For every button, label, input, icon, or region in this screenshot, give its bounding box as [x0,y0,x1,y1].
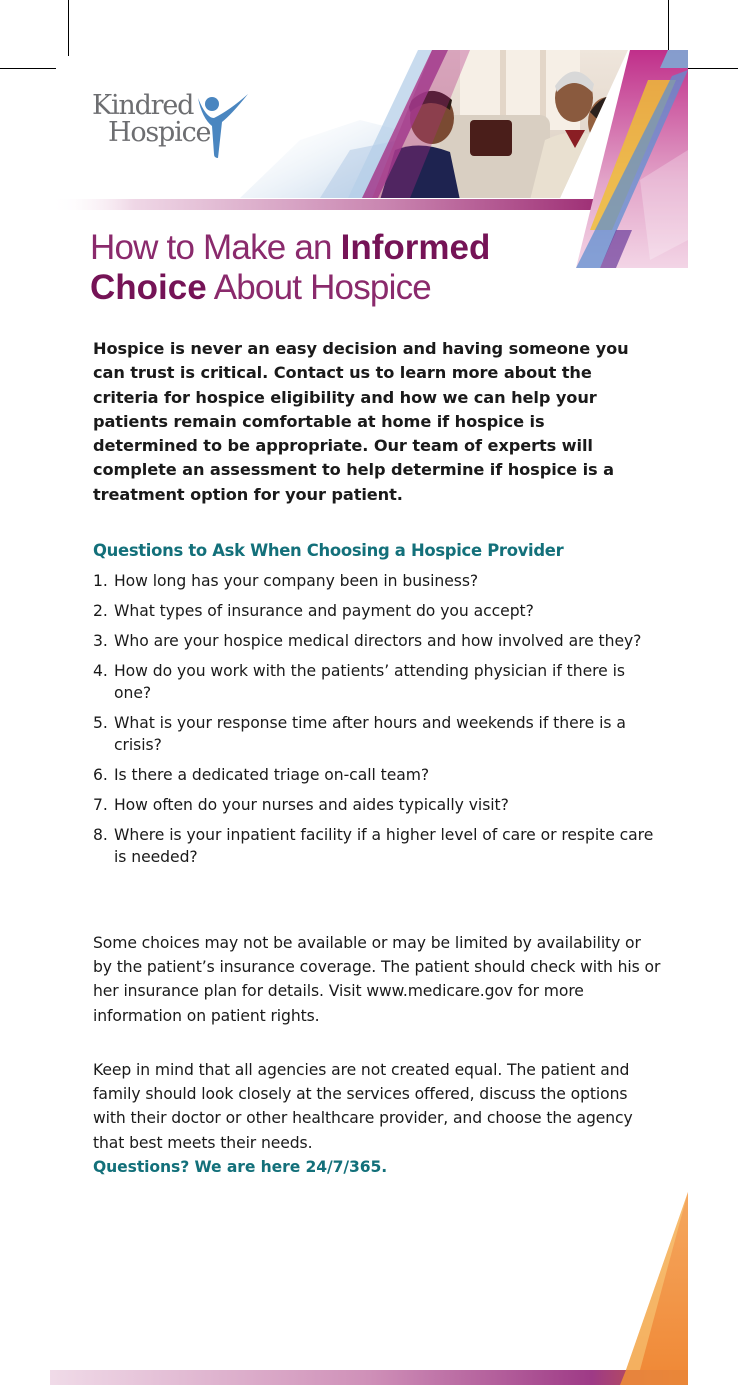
question-text: What types of insurance and payment do you accept? [114,602,534,620]
kindred-hospice-logo [92,92,252,164]
question-number: 7. [93,796,108,814]
insurance-paragraph: Some choices may not be available or may be limited by availability or by the patient’s insurance coverage. The patient should check with his or her insurance plan for details. Visit www.medicare.gov for more information on patient rights. [93,934,661,1025]
question-text: What is your response time after hours and weekends if there is a crisis? [114,714,626,754]
title-part-4: About Hospice [206,268,431,307]
question-item [93,764,663,786]
question-item [93,794,663,816]
title-part-2: Informed [340,228,491,267]
header-gradient-bar [50,199,610,210]
questions-list [93,570,663,876]
question-number: 6. [93,766,108,784]
intro-paragraph: Hospice is never an easy decision and having someone you can trust is critical. Contact us to learn more about the criteria for hospice eligibility and how we can help your patients remain comfortable at home if hospice is determined to be appropriate. Our team of experts will complete an assessment to help determine if hospice is a treatment option for your patient. [93,339,629,504]
question-text: Who are your hospice medical directors and how involved are they? [114,632,642,650]
question-number: 5. [93,714,108,732]
title-part-3: Choice [90,268,207,307]
logo-line-2: Hospice [108,117,211,148]
footer-gradient-bar [50,1370,688,1385]
question-number: 1. [93,572,108,590]
questions-heading: Questions to Ask When Choosing a Hospice Provider [93,541,564,560]
question-number: 8. [93,826,108,844]
raised-arms-figure-icon [192,92,252,162]
question-item [93,660,663,704]
question-text: How do you work with the patients’ attending physician if there is one? [114,662,625,702]
footer-banner [0,1180,738,1385]
question-text: How often do your nurses and aides typically visit? [114,796,509,814]
page-title [90,228,490,308]
question-item [93,600,663,622]
question-item [93,712,663,756]
question-item [93,824,663,868]
question-number: 3. [93,632,108,650]
question-text: How long has your company been in business? [114,572,479,590]
contact-callout: Questions? We are here 24/7/365. [93,1157,388,1176]
question-text: Where is your inpatient facility if a higher level of care or respite care is needed? [114,826,654,866]
title-part-1: How to Make an [90,228,341,267]
question-item [93,630,663,652]
question-number: 4. [93,662,108,680]
agencies-paragraph [93,1058,663,1179]
question-item [93,570,663,592]
logo-line-1: Kindred [92,90,194,121]
question-text: Is there a dedicated triage on-call team? [114,766,430,784]
question-number: 2. [93,602,108,620]
agencies-text: Keep in mind that all agencies are not created equal. The patient and family should look closely at the services offered, discuss the options with their doctor or other healthcare provider, and choose the agency that best meets their needs. [93,1061,633,1152]
